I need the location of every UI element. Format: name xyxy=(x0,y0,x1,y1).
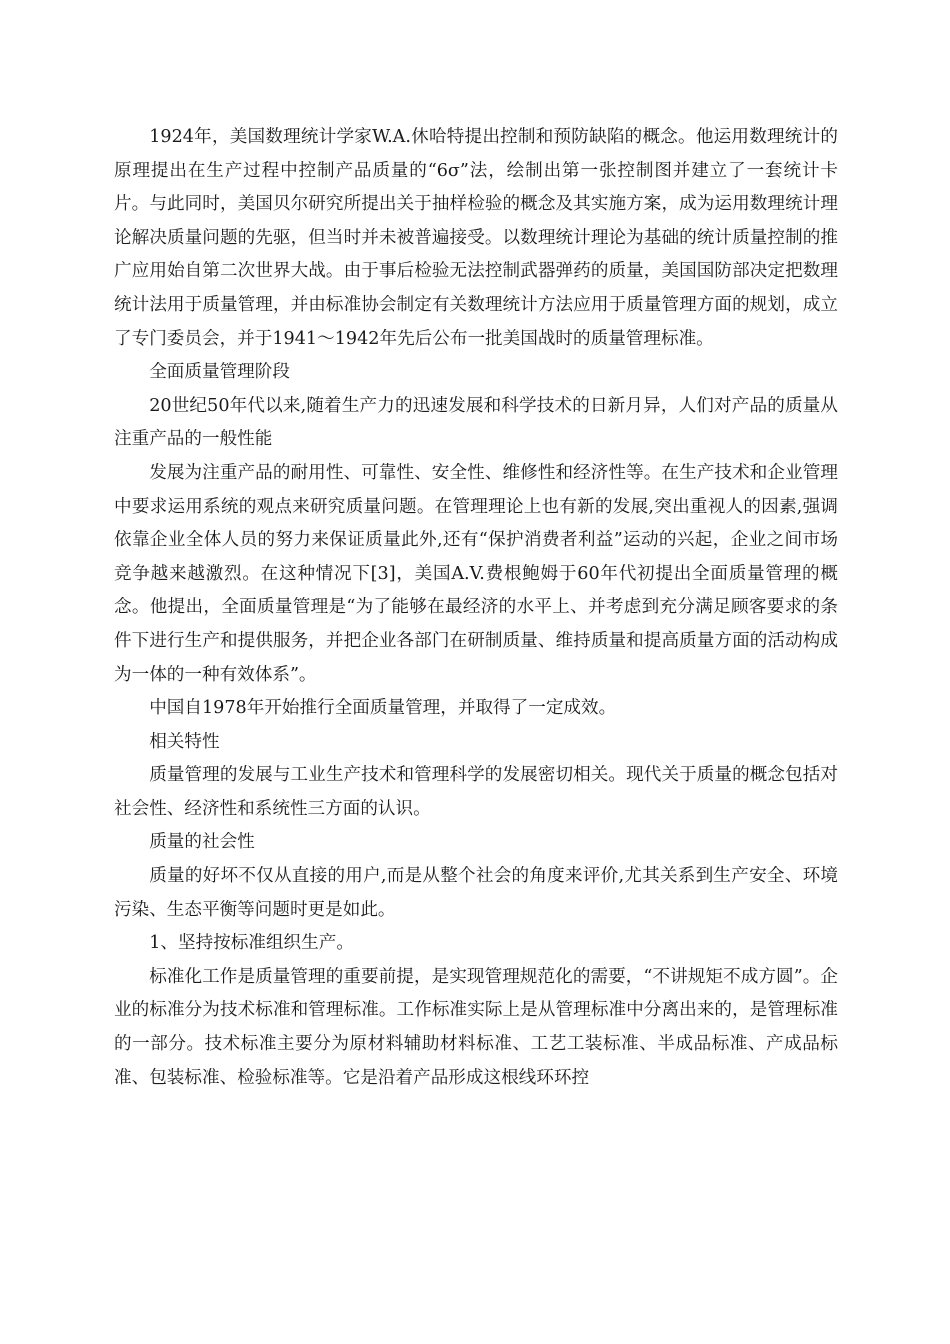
heading-social-quality: 质量的社会性 xyxy=(149,832,255,853)
paragraph-quality-concept: 质量管理的发展与工业生产技术和管理科学的发展密切相关。现代关于质量的概念包括对社会性、经济性和系统性三方面的认识。 xyxy=(114,765,838,819)
document-body xyxy=(114,121,838,1095)
heading-tqm-stage: 全面质量管理阶段 xyxy=(149,362,290,383)
paragraph-social-quality: 质量的好坏不仅从直接的用户,而是从整个社会的角度来评价,尤其关系到生产安全、环境污染、生态平衡等问题时更是如此。 xyxy=(114,866,838,920)
paragraph-standardization: 标准化工作是质量管理的重要前提，是实现管理规范化的需要，“不讲规矩不成方圆”。企业的标准分为技术标准和管理标准。工作标准实际上是从管理标准中分离出来的，是管理标准的一部分。技术标准主要分为原材料辅助材料标准、工艺工装标准、半成品标准、产成品标准、包装标准、检验标准等。它是沿着产品形成这根线环环控 xyxy=(114,966,838,1088)
paragraph-china-1978: 中国自1978年开始推行全面质量管理，并取得了一定成效。 xyxy=(149,698,617,719)
heading-related-characteristics: 相关特性 xyxy=(149,731,220,752)
list-item-standard-production: 1、坚持按标准组织生产。 xyxy=(149,933,354,954)
paragraph-1950s-intro: 20世纪50年代以来,随着生产力的迅速发展和科学技术的日新月异，人们对产品的质量从注重产品的一般性能 xyxy=(114,395,838,450)
paragraph-tqm-concept: 发展为注重产品的耐用性、可靠性、安全性、维修性和经济性等。在生产技术和企业管理中要求运用系统的观点来研究质量问题。在管理理论上也有新的发展,突出重视人的因素,强调依靠企业全体人员的努力来保证质量此外,还有“保护消费者利益”运动的兴起，企业之间市场竞争越来越激烈。在这种情况下[3]，美国A.V.费根鲍姆于60年代初提出全面质量管理的概念。他提出，全面质量管理是“为了能够在最经济的水平上、并考虑到充分满足顾客要求的条件下进行生产和提供服务，并把企业各部门在研制质量、维持质量和提高质量方面的活动构成为一体的一种有效体系”。 xyxy=(114,462,838,685)
paragraph-stat-quality-history: 1924年，美国数理统计学家W.A.休哈特提出控制和预防缺陷的概念。他运用数理统计的原理提出在生产过程中控制产品质量的“6σ”法，绘制出第一张控制图并建立了一套统计卡片。与此同时，美国贝尔研究所提出关于抽样检验的概念及其实施方案，成为运用数理统计理论解决质量问题的先驱，但当时并未被普遍接受。以数理统计理论为基础的统计质量控制的推广应用始自第二次世界大战。由于事后检验无法控制武器弹药的质量，美国国防部决定把数理统计法用于质量管理，并由标准协会制定有关数理统计方法应用于质量管理方面的规划，成立了专门委员会，并于1941～1942年先后公布一批美国战时的质量管理标准。 xyxy=(114,127,838,349)
